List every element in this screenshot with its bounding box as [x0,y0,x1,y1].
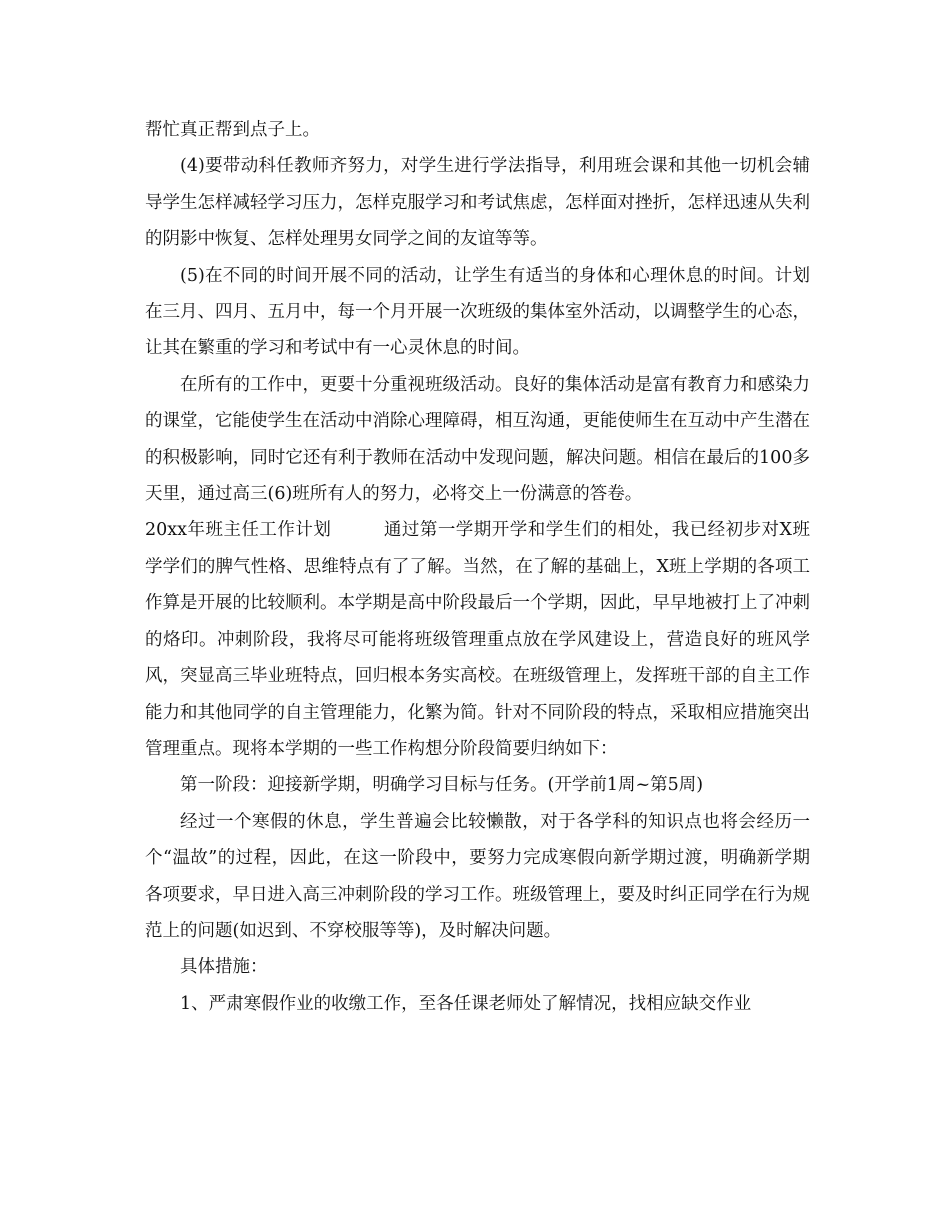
paragraph-4 [145,512,810,767]
paragraph-4-text: 通过第一学期开学和学生们的相处，我已经初步对X班学学们的脾气性格、思维特点有了了解。当然，在了解的基础上，X班上学期的各项工作算是开展的比较顺利。本学期是高中阶段最后一个学期，因此，早早地被打上了冲刺的烙印。冲刺阶段，我将尽可能将班级管理重点放在学风建设上，营造良好的班风学风，突显高三毕业班特点，回归根本务实高校。在班级管理上，发挥班干部的自主工作能力和其他同学的自主管理能力，化繁为简。针对不同阶段的特点，采取相应措施突出管理重点。现将本学期的一些工作构想分阶段简要归纳如下： [145,520,810,759]
plan-title: 20xx年班主任工作计划 [145,520,332,541]
paragraph-0: 帮忙真正帮到点子上。 [145,120,320,140]
paragraph-6: 经过一个寒假的休息，学生普遍会比较懒散，对于各学科的知识点也将会经历一个“温故”的过程，因此，在这一阶段中，要努力完成寒假向新学期过渡，明确新学期各项要求，早日进入高三冲刺阶段的学习工作。班级管理上，要及时纠正同学在行为规范上的问题(如迟到、不穿校服等等)，及时解决问题。 [145,811,810,941]
paragraph-2: (5)在不同的时间开展不同的活动，让学生有适当的身体和心理休息的时间。计划在三月、四月、五月中，每一个月开展一次班级的集体室外活动，以调整学生的心态，让其在繁重的学习和考试中有一心灵休息的时间。 [145,265,810,359]
paragraph-5: 第一阶段：迎接新学期，明确学习目标与任务。(开学前1周~第5周) [180,775,704,796]
paragraph-3: 在所有的工作中，更要十分重视班级活动。良好的集体活动是富有教育力和感染力的课堂，它能使学生在活动中消除心理障碍，相互沟通，更能使师生在互动中产生潜在的积极影响，同时它还有利于教师在活动中发现问题，解决问题。相信在最后的100多天里，通过高三(6)班所有人的努力，必将交上一份满意的答卷。 [145,374,810,505]
paragraph-1: (4)要带动科任教师齐努力，对学生进行学法指导，利用班会课和其他一切机会辅导学生怎样减轻学习压力，怎样克服学习和考试焦虑，怎样面对挫折，怎样迅速从失利的阴影中恢复、怎样处理男女同学之间的友谊等等。 [145,156,810,250]
paragraph-8: 1、严肃寒假作业的收缴工作，至各任课老师处了解情况，找相应缺交作业 [180,993,752,1014]
paragraph-7: 具体措施： [180,957,268,978]
document-body [145,112,810,1022]
